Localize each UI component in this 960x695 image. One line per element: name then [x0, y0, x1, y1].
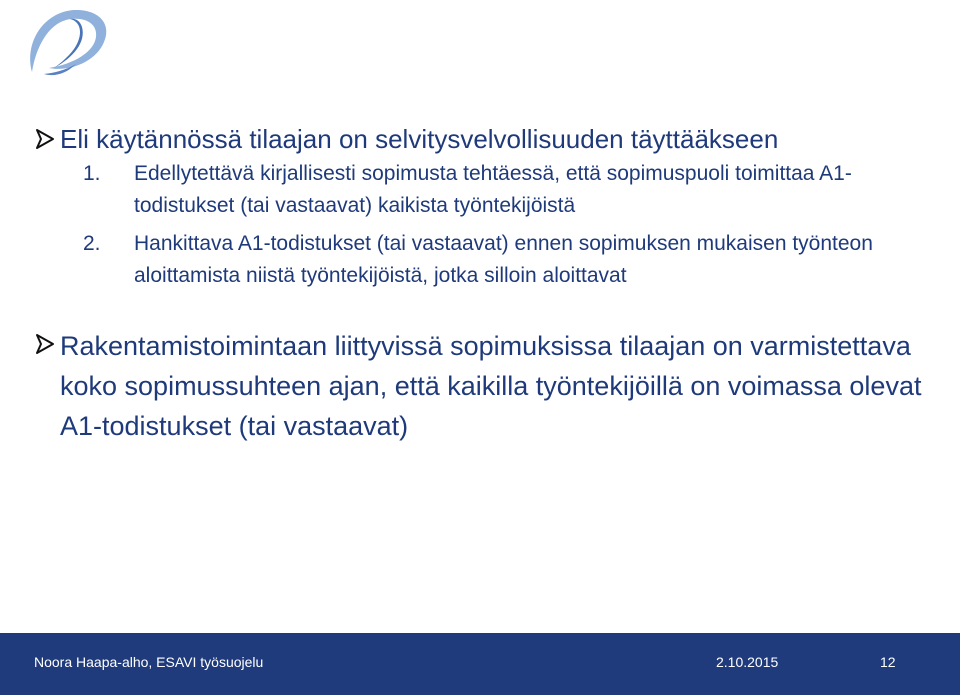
slide-body: [34, 121, 934, 446]
bullet-text: Eli käytännössä tilaajan on selvitysvelvollisuuden täyttääkseen: [60, 124, 779, 154]
footer-author: Noora Haapa-alho, ESAVI työsuojelu: [34, 654, 264, 670]
logo: [14, 2, 114, 82]
list-item-text: Edellytettävä kirjallisesti sopimusta tehtäessä, että sopimuspuoli toimittaa A1-todistukset (tai vastaavat) kaikista työntekijöistä: [134, 162, 852, 217]
numbered-list: [34, 158, 934, 292]
bullet-text: Rakentamistoimintaan liittyvissä sopimuksissa tilaajan on varmistettava koko sopimussuhteen ajan, että kaikilla työntekijöillä on voimassa olevat A1-todistukset (tai vastaavat): [60, 331, 922, 441]
list-item: [34, 158, 934, 222]
list-item: [34, 228, 934, 292]
list-number: 1.: [83, 162, 101, 185]
arrow-bullet-icon: [34, 333, 56, 355]
logo-swirl-icon: [14, 2, 114, 82]
arrow-bullet-icon: [34, 128, 56, 150]
bullet-item: [34, 121, 934, 158]
bullet-item: [34, 326, 934, 446]
page-number: 12: [880, 654, 896, 670]
list-number: 2.: [83, 232, 101, 255]
list-item-text: Hankittava A1-todistukset (tai vastaavat) ennen sopimuksen mukaisen työnteon aloittamista niistä työntekijöistä, jotka silloin aloittavat: [134, 232, 873, 287]
footer-bar: [0, 633, 960, 695]
footer-date: 2.10.2015: [716, 654, 779, 670]
